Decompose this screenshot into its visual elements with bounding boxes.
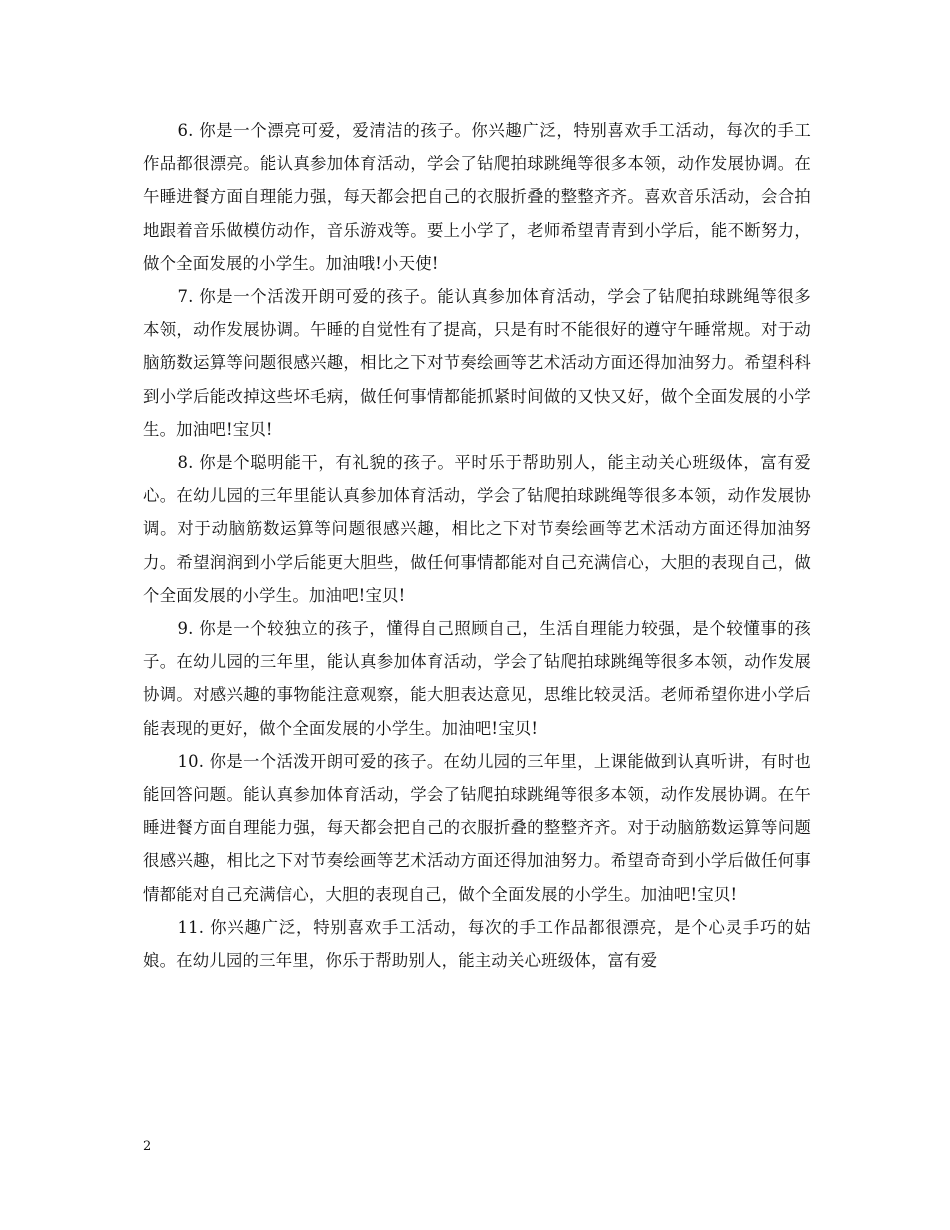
comment-paragraph-7: 7. 你是一个活泼开朗可爱的孩子。能认真参加体育活动，学会了钻爬拍球跳绳等很多本领，动作发展协调。午睡的自觉性有了提高，只是有时不能很好的遵守午睡常规。对于动脑筋数运算等问题很感兴趣，相比之下对节奏绘画等艺术活动方面还得加油努力。希望科科到小学后能改掉这些坏毛病，做任何事情都能抓紧时间做的又快又好，做个全面发展的小学生。加油吧!宝贝!	[143, 287, 811, 439]
comment-paragraph-6: 6. 你是一个漂亮可爱，爱清洁的孩子。你兴趣广泛，特别喜欢手工活动，每次的手工作品都很漂亮。能认真参加体育活动，学会了钻爬拍球跳绳等很多本领，动作发展协调。在午睡进餐方面自理能力强，每天都会把自己的衣服折叠的整整齐齐。喜欢音乐活动，会合拍地跟着音乐做模仿动作，音乐游戏等。要上小学了，老师希望青青到小学后，能不断努力，做个全面发展的小学生。加油哦!小天使!	[143, 121, 811, 273]
comment-paragraph-11: 11. 你兴趣广泛，特别喜欢手工活动，每次的手工作品都很漂亮，是个心灵手巧的姑娘。在幼儿园的三年里，你乐于帮助别人，能主动关心班级体，富有爱	[143, 917, 811, 971]
page-number: 2	[143, 1139, 152, 1154]
comment-paragraph-8: 8. 你是个聪明能干，有礼貌的孩子。平时乐于帮助别人，能主动关心班级体，富有爱心。在幼儿园的三年里能认真参加体育活动，学会了钻爬拍球跳绳等很多本领，动作发展协调。对于动脑筋数运算等问题很感兴趣，相比之下对节奏绘画等艺术活动方面还得加油努力。希望润润到小学后能更大胆些，做任何事情都能对自己充满信心，大胆的表现自己，做个全面发展的小学生。加油吧!宝贝!	[143, 453, 811, 605]
comment-paragraph-9: 9. 你是一个较独立的孩子，懂得自己照顾自己，生活自理能力较强，是个较懂事的孩子。在幼儿园的三年里，能认真参加体育活动，学会了钻爬拍球跳绳等很多本领，动作发展协调。对感兴趣的事物能注意观察，能大胆表达意见，思维比较灵活。老师希望你进小学后能表现的更好，做个全面发展的小学生。加油吧!宝贝!	[143, 619, 811, 738]
document-body	[143, 114, 811, 977]
comment-paragraph-10: 10. 你是一个活泼开朗可爱的孩子。在幼儿园的三年里，上课能做到认真听讲，有时也能回答问题。能认真参加体育活动，学会了钻爬拍球跳绳等很多本领，动作发展协调。在午睡进餐方面自理能力强，每天都会把自己的衣服折叠的整整齐齐。对于动脑筋数运算等问题很感兴趣，相比之下对节奏绘画等艺术活动方面还得加油努力。希望奇奇到小学后做任何事情都能对自己充满信心，大胆的表现自己，做个全面发展的小学生。加油吧!宝贝!	[143, 751, 811, 904]
